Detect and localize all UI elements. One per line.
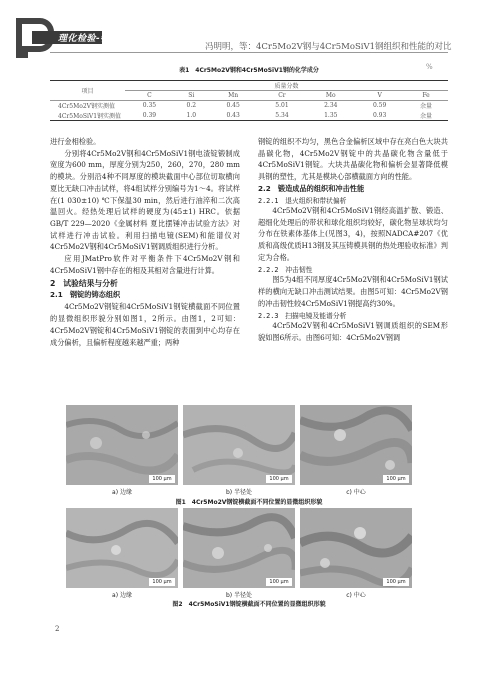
figure-2 — [66, 508, 412, 599]
paragraph: 进行金相检验。 — [50, 137, 101, 146]
table-cell: 1.0 — [174, 111, 209, 121]
table-col-header: V — [355, 91, 404, 101]
paragraph: 4Cr5Mo2V钢锭和4Cr5MoSiV1钢锭横截面不同位置的显微组织形貌分别如图1，2所示。由图1，2可知：4Cr5Mo2V钢锭和4Cr5MoSiV1钢锭的表面到中心均存在成分偏析，且偏析程度越来越严重；两种 — [50, 302, 240, 347]
table-cell: 0.2 — [186, 102, 197, 110]
panel-label: c) 中心 — [346, 489, 366, 496]
table-cell: 1.35 — [306, 111, 355, 121]
panel-label: a) 边缘 — [112, 592, 132, 599]
table-item-header: 项目 — [50, 81, 125, 101]
scale-bar: 100 μm — [383, 578, 409, 586]
micrograph-image — [300, 508, 412, 588]
table-cell: 0.35 — [142, 102, 157, 110]
micrograph-texture — [300, 508, 412, 588]
table-row-name: 4Cr5MoSiV1钢实测值 — [50, 111, 125, 121]
page-number: 2 — [55, 625, 60, 633]
table-cell: 0.45 — [226, 102, 240, 110]
table-row — [50, 101, 448, 111]
header-rule — [50, 52, 448, 53]
micrograph-image — [300, 405, 412, 485]
table-cell: 0.43 — [209, 111, 258, 121]
subsection-heading: 2.2 锻造成品的组织和冲击性能 — [258, 183, 365, 193]
table-cell: 2.34 — [324, 102, 338, 110]
subsubsection-heading: 2.2.3 扫描电镜及能谱分析 — [258, 312, 347, 321]
table-cell: 余量 — [404, 111, 448, 121]
panel-label: b) 半径处 — [225, 489, 253, 496]
micrograph-image — [66, 508, 178, 588]
table-col-header: Cr — [258, 91, 307, 101]
table-col-header: C — [125, 91, 174, 101]
table-col-header: Mn — [209, 91, 258, 101]
panel-label: b) 半径处 — [225, 592, 253, 599]
micrograph-texture — [300, 405, 412, 485]
panel-label: a) 边缘 — [112, 489, 132, 496]
table-row — [50, 111, 448, 121]
scale-bar: 100 μm — [149, 578, 175, 586]
left-column — [50, 136, 240, 348]
subsection-heading: 2.1 钢锭的铸态组织 — [50, 290, 121, 300]
figure-2-caption: 图2 4Cr5MoSiV1钢锭横截面不同位置的显微组织形貌 — [172, 601, 326, 608]
table-group-header: 质量分数 — [125, 81, 448, 91]
paragraph: 分别将4Cr5Mo2V钢和4Cr5MoSiV1钢电渣锭锻制成宽度为600 mm，厚度分别为250，260，270，280 mm的模块。分别沿4种不同厚度的模块截面中心部位切取横向夏比无缺口冲击试样，将4组试样分别编号为1～4。将试样在(1 030±10) ℃下保温30 min，然后进行油淬和二次高温回火。经热处理后试样的硬度为(45±1) HRC。依据GB/T 229—2020《金属材料 夏比摆锤冲击试验方法》对试样进行冲击试验。利用扫描电镜(SEM)和能谱仪对4Cr5Mo2V钢和4Cr5MoSiV1钢调质组织进行分析。 — [50, 148, 240, 252]
page-header — [0, 0, 480, 58]
table-cell: 0.39 — [125, 111, 174, 121]
paragraph: 应用JMatPro软件对平衡条件下4Cr5Mo2V钢和4Cr5MoSiV1钢中存在的相及其相对含量进行计算。 — [50, 254, 240, 275]
table-unit-mark: % — [426, 63, 433, 71]
paragraph: 图5为4组不同厚度4Cr5Mo2V钢和4Cr5MoSiV1钢试样的横向无缺口冲击测试结果。由图5可知：4Cr5Mo2V钢的冲击韧性较4Cr5MoSiV1钢提高约30%。 — [258, 275, 448, 308]
micrograph-image — [183, 405, 295, 485]
journal-brand: 理化检验-物理分册 — [58, 34, 139, 44]
figure-1-caption: 图1 4Cr5Mo2V钢锭横截面不同位置的显微组织形貌 — [175, 499, 323, 506]
table-cell: 余量 — [420, 103, 433, 111]
micrograph-texture — [66, 508, 178, 588]
table-cell: 0.59 — [372, 102, 387, 110]
subsubsection-heading: 2.2.1 退火组织和带状偏析 — [258, 196, 347, 205]
table-cell: 5.34 — [258, 111, 307, 121]
subsubsection-heading: 2.2.2 冲击韧性 — [258, 266, 313, 275]
paragraph: 钢锭的组织不均匀，黑色合金偏析区域中存在亮白色大块共晶碳化物，4Cr5Mo2V钢锭中的共晶碳化物含量低于4Cr5MoSiV1钢锭。大块共晶碳化物和偏析会显著降低模具钢的塑性，尤其是模块心部横截面方向的性能。 — [258, 137, 448, 182]
panel-label: c) 中心 — [346, 592, 366, 599]
micrograph-texture — [183, 508, 295, 588]
micrograph-texture — [183, 405, 295, 485]
figure-1 — [66, 405, 412, 496]
right-column — [258, 136, 448, 344]
table-col-header: Mo — [306, 91, 355, 101]
composition-table — [50, 80, 448, 121]
table-cell: 5.01 — [275, 102, 289, 110]
scale-bar: 100 μm — [266, 475, 292, 483]
table-cell: 0.93 — [355, 111, 404, 121]
table-col-header: Si — [174, 91, 209, 101]
scale-bar: 100 μm — [266, 578, 292, 586]
table-caption: 表1 4Cr5Mo2V钢和4Cr5MoSiV1钢的化学成分 — [179, 67, 319, 74]
running-title: 冯明明，等：4Cr5Mo2V钢与4Cr5MoSiV1钢组织和性能的对比 — [205, 42, 452, 52]
scale-bar: 100 μm — [383, 475, 409, 483]
micrograph-texture — [66, 405, 178, 485]
micrograph-image — [66, 405, 178, 485]
paragraph: 4Cr5Mo2V钢和4Cr5MoSiV1钢调质组织的SEM形貌如图6所示。由图6可知：4Cr5Mo2V钢调 — [258, 321, 448, 343]
scale-bar: 100 μm — [149, 475, 175, 483]
table-col-header: Fe — [404, 91, 448, 101]
section-heading: 2 试验结果与分析 — [50, 279, 118, 289]
paragraph: 4Cr5Mo2V钢和4Cr5MoSiV1钢经高温扩散、锻造、超细化处理后的带状和球化组织均较好，碳化物呈球状均匀分布在铁素体基体上(见图3，4)，按照NADCA#207《优质和高级优质H13钢及其压铸模具钢的热处理验收标准》判定为合格。 — [258, 205, 448, 262]
micrograph-image — [183, 508, 295, 588]
table-row-name: 4Cr5Mo2V钢实测值 — [58, 103, 116, 111]
